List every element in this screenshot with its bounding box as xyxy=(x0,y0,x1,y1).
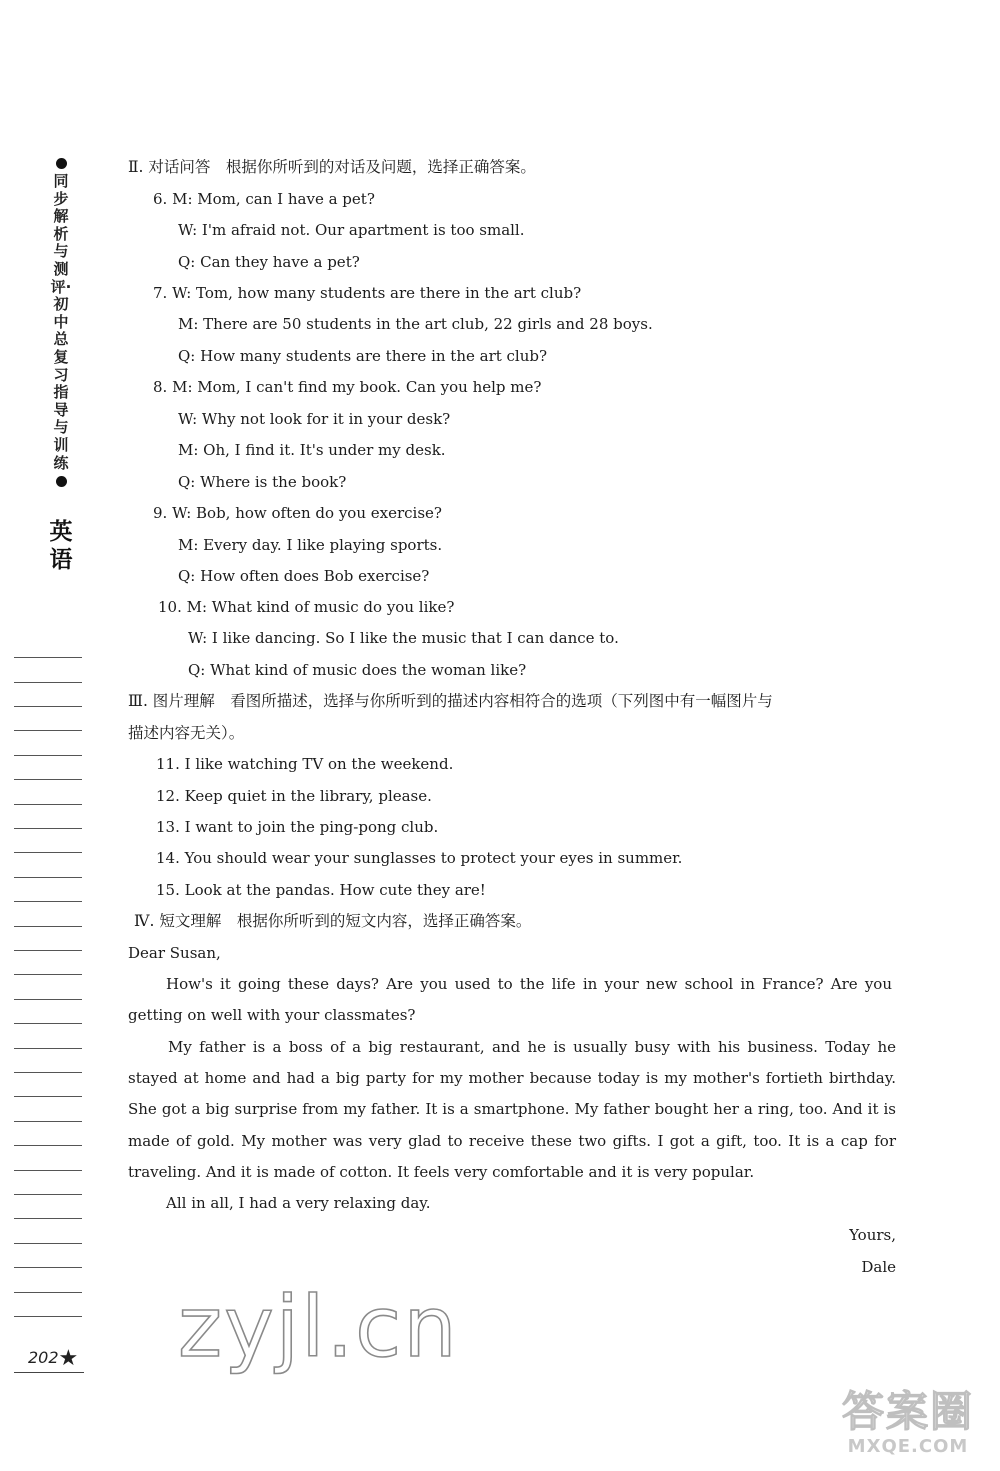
note-line xyxy=(14,682,82,683)
description-line: 14. You should wear your sunglasses to protect your eyes in summer. xyxy=(156,849,683,867)
page-number-rule xyxy=(14,1372,84,1373)
note-line xyxy=(14,1292,82,1293)
dialogue-line: M: Every day. I like playing sports. xyxy=(178,536,443,554)
note-line xyxy=(14,974,82,975)
letter-signature: Dale xyxy=(861,1258,896,1276)
description-line: 15. Look at the pandas. How cute they are! xyxy=(156,881,486,899)
bullet-dot-icon xyxy=(56,158,67,169)
note-line xyxy=(14,926,82,927)
description-line: 12. Keep quiet in the library, please. xyxy=(156,787,432,805)
side-subject: 英语 xyxy=(49,519,73,573)
note-line xyxy=(14,1121,82,1122)
page-number xyxy=(28,1346,78,1371)
description-line: 11. I like watching TV on the weekend. xyxy=(156,755,454,773)
page-number-text: 202 xyxy=(28,1348,59,1367)
section-3-heading: Ⅲ. 图片理解 看图所描述，选择与你所听到的描述内容相符合的选项（下列图中有一幅图片与 xyxy=(128,692,773,710)
dialogue-line: W: I like dancing. So I like the music that I can dance to. xyxy=(188,629,619,647)
book-title-text: 同步解析与测评·初中总复习指导与训练 xyxy=(50,172,72,472)
dialogue-line: 7. W: Tom, how many students are there in the art club? xyxy=(153,284,582,302)
note-line xyxy=(14,1194,82,1195)
brand-logo xyxy=(828,1388,988,1458)
section-2-heading: Ⅱ. 对话问答 根据你所听到的对话及问题，选择正确答案。 xyxy=(128,158,536,176)
note-line xyxy=(14,1023,82,1024)
note-line xyxy=(14,1048,82,1049)
site-watermark: zyjl.cn xyxy=(178,1278,459,1376)
dialogue-line: W: Why not look for it in your desk? xyxy=(178,410,451,428)
description-line: 13. I want to join the ping-pong club. xyxy=(156,818,439,836)
section-3-heading-cont: 描述内容无关）。 xyxy=(128,724,245,742)
note-line xyxy=(14,950,82,951)
section-4-heading: Ⅳ. 短文理解 根据你所听到的短文内容，选择正确答案。 xyxy=(134,912,532,930)
note-line xyxy=(14,1170,82,1171)
note-line xyxy=(14,828,82,829)
dialogue-line: 6. M: Mom, can I have a pet? xyxy=(153,190,375,208)
letter-salutation: Dear Susan, xyxy=(128,944,221,962)
note-line xyxy=(14,706,82,707)
note-line xyxy=(14,1072,82,1073)
note-line xyxy=(14,999,82,1000)
note-line xyxy=(14,877,82,878)
dialogue-line: Q: What kind of music does the woman like? xyxy=(188,661,527,679)
note-line xyxy=(14,755,82,756)
letter-closing: Yours, xyxy=(849,1226,896,1244)
dialogue-line: 9. W: Bob, how often do you exercise? xyxy=(153,504,442,522)
bullet-dot-icon xyxy=(56,476,67,487)
brand-logo-text: 答案圈 xyxy=(841,1387,974,1436)
dialogue-line: M: There are 50 students in the art club, 22 girls and 28 boys. xyxy=(178,315,653,333)
note-line xyxy=(14,1096,82,1097)
dialogue-line: Q: Can they have a pet? xyxy=(178,253,360,271)
note-line xyxy=(14,730,82,731)
note-line xyxy=(14,1316,82,1317)
note-line xyxy=(14,1243,82,1244)
note-line xyxy=(14,1218,82,1219)
note-line xyxy=(14,779,82,780)
dialogue-line: 10. M: What kind of music do you like? xyxy=(158,598,455,616)
dialogue-line: 8. M: Mom, I can't find my book. Can you help me? xyxy=(153,378,542,396)
side-book-title xyxy=(48,158,74,487)
dialogue-line: M: Oh, I find it. It's under my desk. xyxy=(178,441,446,459)
note-line xyxy=(14,804,82,805)
dialogue-line: Q: Where is the book? xyxy=(178,473,347,491)
letter-paragraph: How's it going these days? Are you used to the life in your new school in France? Are you getting on well with your classmates? xyxy=(128,975,892,1025)
dialogue-line: W: I'm afraid not. Our apartment is too small. xyxy=(178,221,525,239)
note-line xyxy=(14,901,82,902)
note-line xyxy=(14,852,82,853)
brand-url: MXQE.COM xyxy=(847,1436,969,1457)
note-line xyxy=(14,1267,82,1268)
star-icon: ★ xyxy=(58,1346,79,1371)
note-line xyxy=(14,657,82,658)
note-line xyxy=(14,1145,82,1146)
dialogue-line: Q: How often does Bob exercise? xyxy=(178,567,430,585)
dialogue-line: Q: How many students are there in the art club? xyxy=(178,347,548,365)
letter-paragraph: My father is a boss of a big restaurant, and he is usually busy with his business. Today he stayed at home and had a big party for my mother because today is my mother's fortieth birthday. She got a big surprise from my father. It is a smartphone. My father bought her a ring, too. And it is made of gold. My mother was very glad to receive these two gifts. I got a gift, too. It is a cap for traveling. And it is made of cotton. It feels very comfortable and it is very popular. xyxy=(128,1038,896,1181)
letter-paragraph: All in all, I had a very relaxing day. xyxy=(166,1194,431,1212)
